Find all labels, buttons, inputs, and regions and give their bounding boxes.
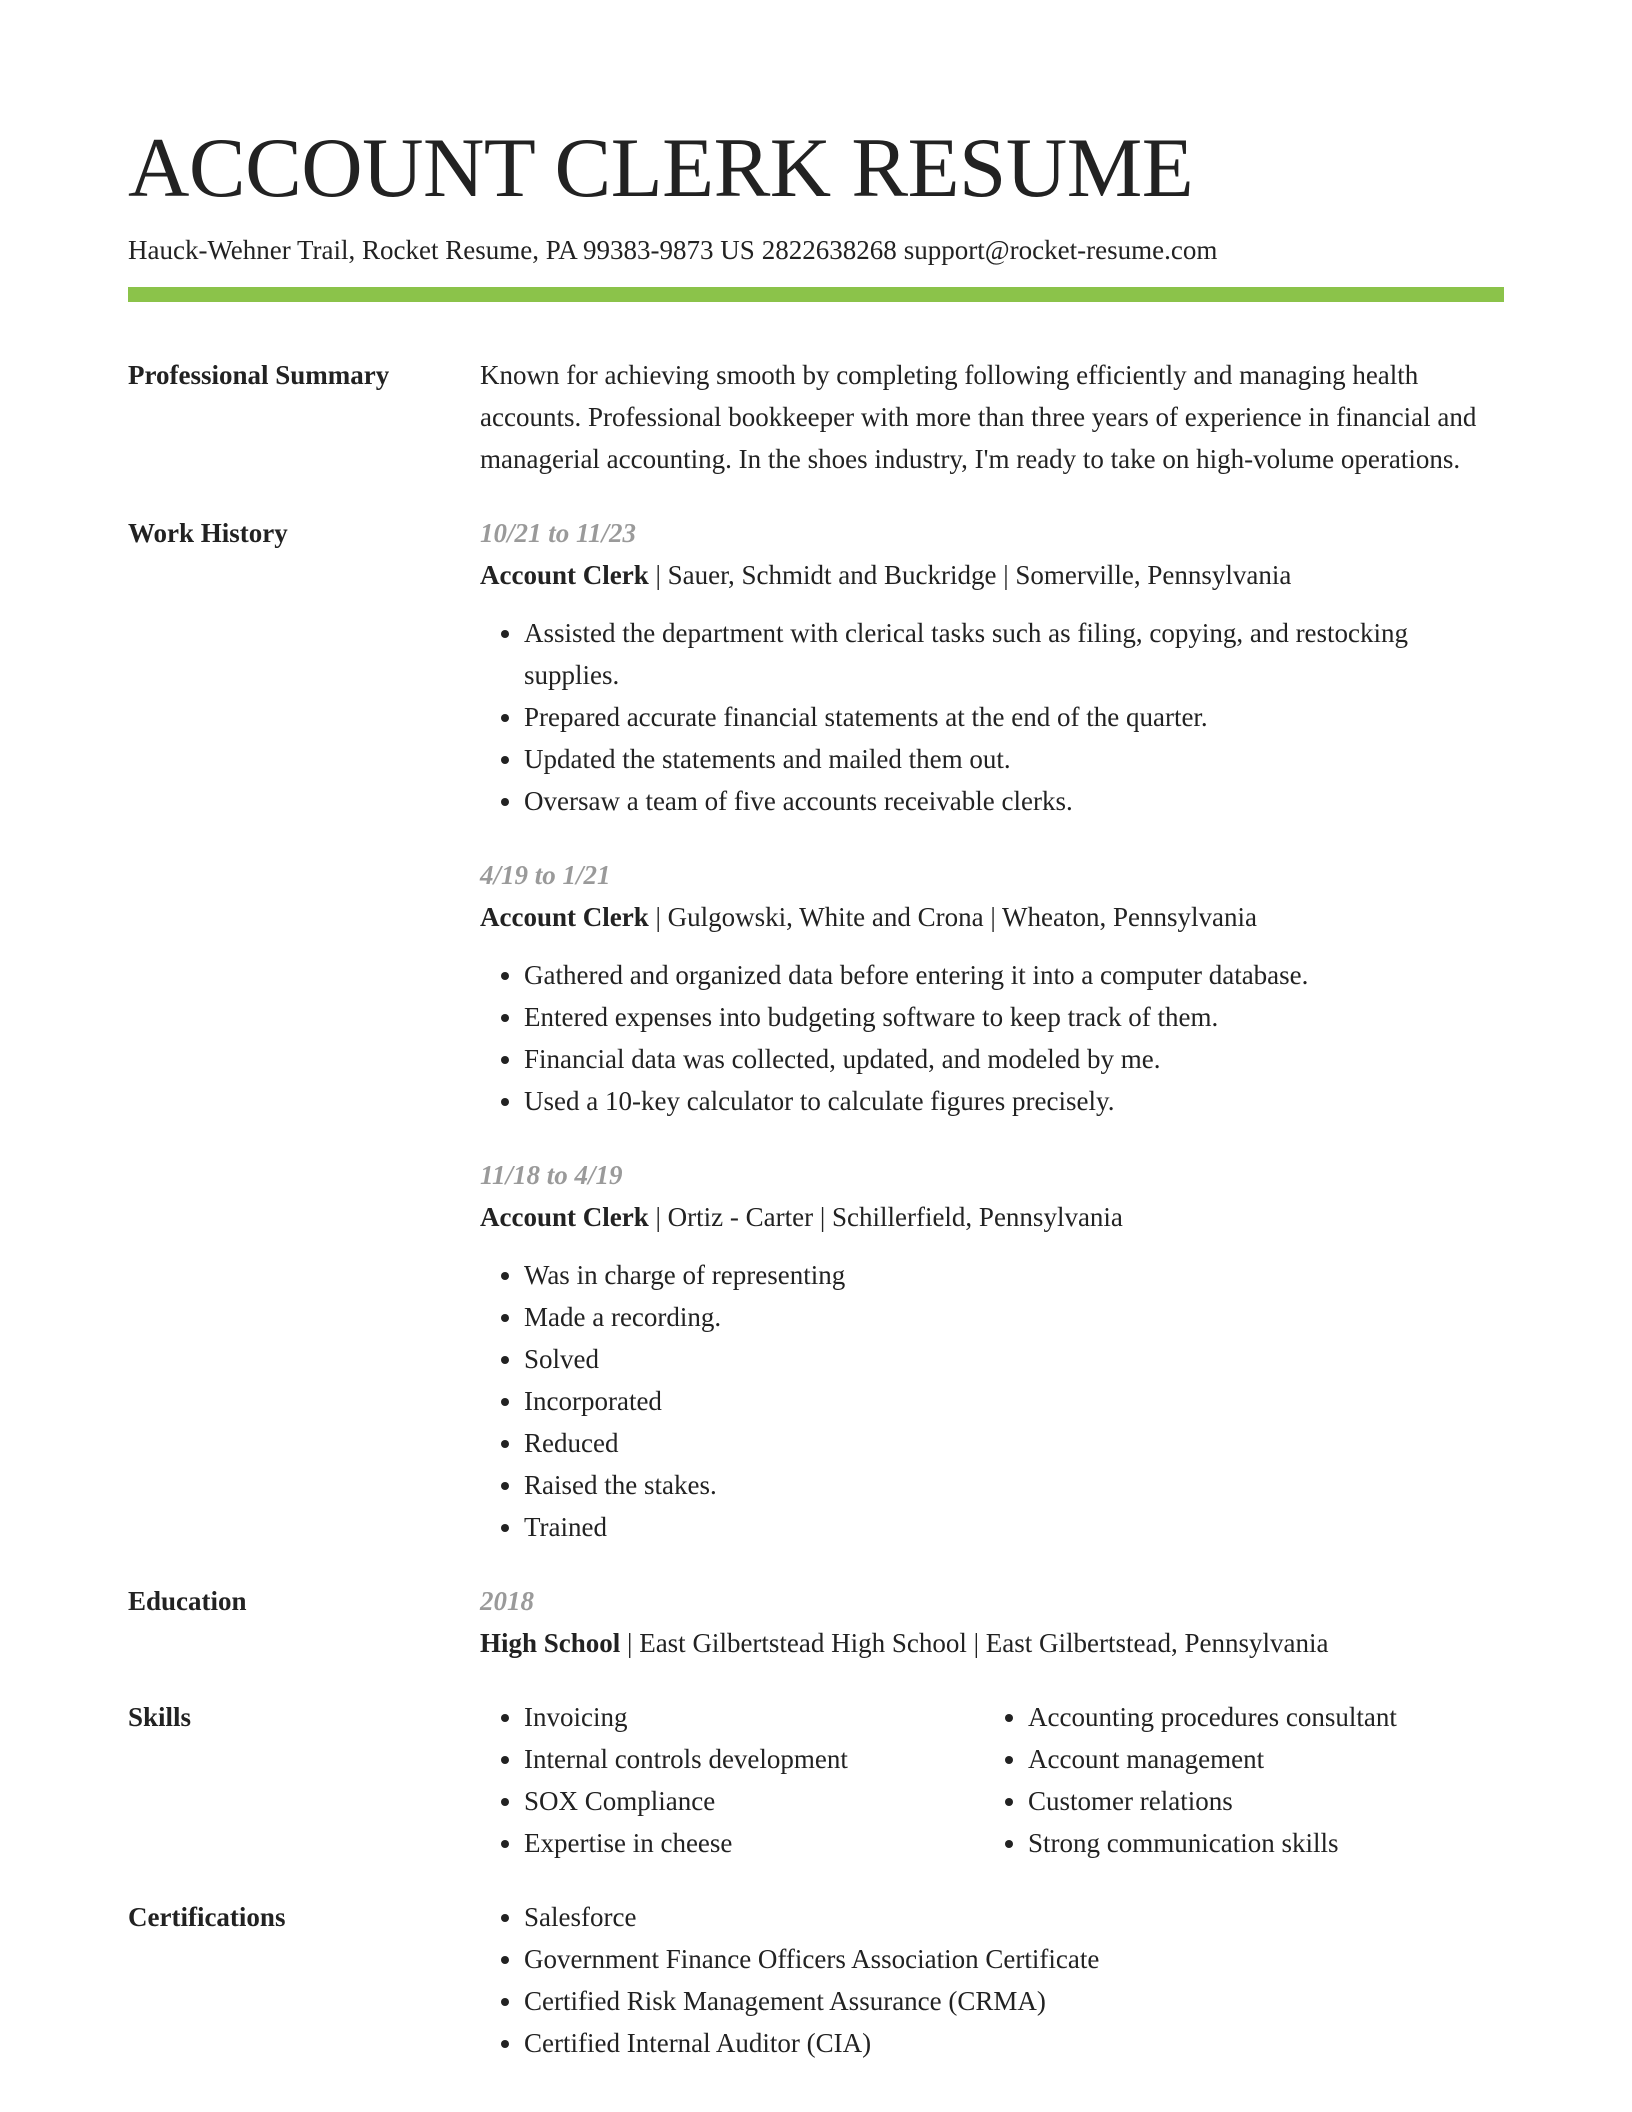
- skills-list-left: [480, 1696, 984, 1864]
- skills-column-right: [984, 1696, 1488, 1864]
- job-bullets: [480, 612, 1504, 822]
- job-title: Account Clerk: [480, 902, 649, 932]
- job-bullet: • Used a 10-key calculator to calculate figures precisely.: [524, 1080, 1504, 1122]
- job-bullet: • Raised the stakes.: [524, 1464, 1504, 1506]
- certification-item: • Certified Risk Management Assurance (CRMA): [524, 1980, 1504, 2022]
- skill-item: • Internal controls development: [524, 1738, 984, 1780]
- skill-item: • Invoicing: [524, 1696, 984, 1738]
- work-history-heading: Work History: [128, 518, 288, 548]
- job-title: Account Clerk: [480, 1202, 649, 1232]
- summary-heading: Professional Summary: [128, 360, 390, 390]
- job-dates: 10/21 to 11/23: [480, 518, 637, 548]
- education-degree: High School: [480, 1628, 621, 1658]
- certifications-list: [480, 1896, 1504, 2064]
- certifications-body: [480, 1896, 1504, 2064]
- education-body: [480, 1580, 1504, 1664]
- job-bullet: • Made a recording.: [524, 1296, 1504, 1338]
- job-details: | Ortiz - Carter | Schillerfield, Pennsylvania: [648, 1202, 1123, 1232]
- job-dates: 11/18 to 4/19: [480, 1160, 623, 1190]
- job-role: [480, 1196, 1504, 1238]
- certification-item: • Certified Internal Auditor (CIA): [524, 2022, 1504, 2064]
- skills-list-right: [984, 1696, 1488, 1864]
- skill-item: • Customer relations: [1028, 1780, 1488, 1822]
- work-history-section: [128, 512, 1504, 1548]
- job-bullet: • Prepared accurate financial statements at the end of the quarter.: [524, 696, 1504, 738]
- contact-phone: 2822638268: [761, 235, 897, 265]
- job-details: | Sauer, Schmidt and Buckridge | Somerville, Pennsylvania: [648, 560, 1292, 590]
- education-entry: [480, 1622, 1504, 1664]
- job-bullet: • Incorporated: [524, 1380, 1504, 1422]
- job-entry: [480, 1154, 1504, 1548]
- contact-line: [128, 232, 1504, 268]
- skill-item: • Accounting procedures consultant: [1028, 1696, 1488, 1738]
- summary-text: Known for achieving smooth by completing following efficiently and managing health accounts. Professional bookkeeper with more than three years of experience in financial and managerial accounting. In the shoes industry, I'm ready to take on high-volume operations.: [480, 360, 1477, 474]
- certification-item: • Government Finance Officers Association Certificate: [524, 1938, 1504, 1980]
- header-divider: [128, 287, 1504, 302]
- job-bullet: • Solved: [524, 1338, 1504, 1380]
- job-dates: 4/19 to 1/21: [480, 860, 611, 890]
- summary-section: [128, 354, 1504, 480]
- skill-item: • Expertise in cheese: [524, 1822, 984, 1864]
- job-entry: [480, 854, 1504, 1122]
- job-bullet: • Was in charge of representing: [524, 1254, 1504, 1296]
- skill-item: • SOX Compliance: [524, 1780, 984, 1822]
- contact-address: Hauck-Wehner Trail, Rocket Resume, PA 99383-9873 US: [128, 235, 755, 265]
- job-bullet: • Financial data was collected, updated, and modeled by me.: [524, 1038, 1504, 1080]
- skills-grid: [480, 1696, 1504, 1864]
- education-section: [128, 1580, 1504, 1664]
- job-bullet: • Gathered and organized data before entering it into a computer database.: [524, 954, 1504, 996]
- job-bullets: [480, 1254, 1504, 1548]
- job-bullet: • Assisted the department with clerical tasks such as filing, copying, and restocking supplies.: [524, 612, 1504, 696]
- education-year: 2018: [480, 1586, 534, 1616]
- resume-title: ACCOUNT CLERK RESUME: [128, 121, 1194, 215]
- certifications-heading: Certifications: [128, 1902, 286, 1932]
- skill-item: • Account management: [1028, 1738, 1488, 1780]
- skill-item: • Strong communication skills: [1028, 1822, 1488, 1864]
- resume-page: [128, 118, 1504, 2064]
- job-entry: [480, 512, 1504, 822]
- job-bullet: • Reduced: [524, 1422, 1504, 1464]
- certifications-section: [128, 1896, 1504, 2064]
- job-bullets: [480, 954, 1504, 1122]
- job-bullet: • Trained: [524, 1506, 1504, 1548]
- job-bullet: • Updated the statements and mailed them out.: [524, 738, 1504, 780]
- skills-section: [128, 1696, 1504, 1864]
- job-details: | Gulgowski, White and Crona | Wheaton, Pennsylvania: [648, 902, 1257, 932]
- job-bullet: • Entered expenses into budgeting software to keep track of them.: [524, 996, 1504, 1038]
- education-details: | East Gilbertstead High School | East Gilbertstead, Pennsylvania: [620, 1628, 1329, 1658]
- skills-heading: Skills: [128, 1702, 192, 1732]
- job-role: [480, 554, 1504, 596]
- skills-column-left: [480, 1696, 984, 1864]
- job-role: [480, 896, 1504, 938]
- certification-item: • Salesforce: [524, 1896, 1504, 1938]
- work-history-body: [480, 512, 1504, 1548]
- education-heading: Education: [128, 1586, 247, 1616]
- skills-body: [480, 1696, 1504, 1864]
- contact-email: support@rocket-resume.com: [903, 235, 1218, 265]
- job-bullet: • Oversaw a team of five accounts receivable clerks.: [524, 780, 1504, 822]
- job-title: Account Clerk: [480, 560, 649, 590]
